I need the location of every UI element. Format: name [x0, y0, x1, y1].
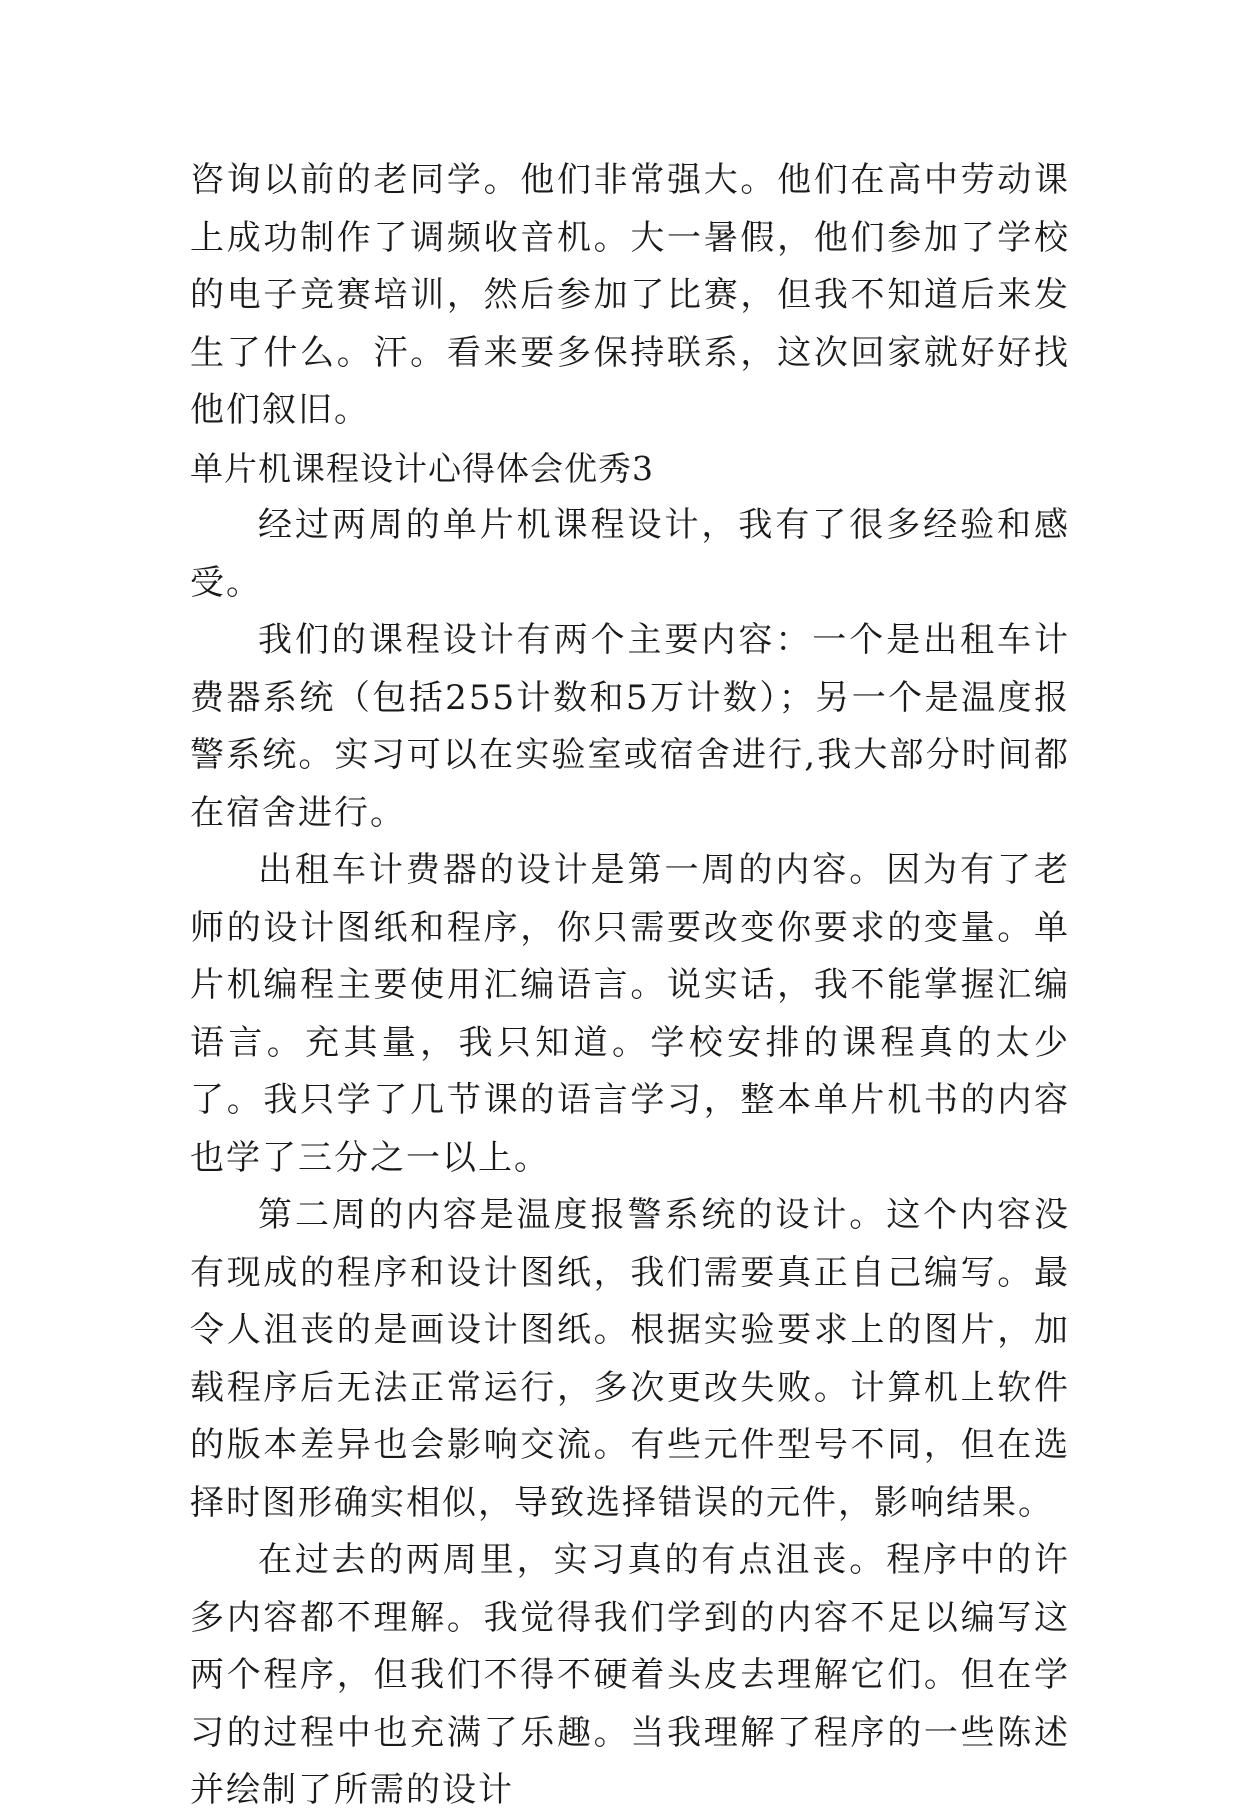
document-body	[190, 152, 1070, 1820]
body-paragraph: 出租车计费器的设计是第一周的内容。因为有了老师的设计图纸和程序，你只需要改变你要求的变量。单片机编程主要使用汇编语言。说实话，我不能掌握汇编语言。充其量，我只知道。学校安排的课程真的太少了。我只学了几节课的语言学习，整本单片机书的内容也学了三分之一以上。	[190, 850, 1070, 1178]
body-paragraph: 在过去的两周里，实习真的有点沮丧。程序中的许多内容都不理解。我觉得我们学到的内容不足以编写这两个程序，但我们不得不硬着头皮去理解它们。但在学习的过程中也充满了乐趣。当我理解了程序的一些陈述并绘制了所需的设计	[190, 1540, 1070, 1810]
continuation-paragraph: 咨询以前的老同学。他们非常强大。他们在高中劳动课上成功制作了调频收音机。大一暑假，他们参加了学校的电子竞赛培训，然后参加了比赛，但我不知道后来发生了什么。汗。看来要多保持联系，这次回家就好好找他们叙旧。	[190, 160, 1070, 430]
body-paragraph: 第二周的内容是温度报警系统的设计。这个内容没有现成的程序和设计图纸，我们需要真正自己编写。最令人沮丧的是画设计图纸。根据实验要求上的图片，加载程序后无法正常运行，多次更改失败。计算机上软件的版本差异也会影响交流。有些元件型号不同，但在选择时图形确实相似，导致选择错误的元件，影响结果。	[190, 1195, 1070, 1523]
section-heading: 单片机课程设计心得体会优秀3	[190, 448, 654, 488]
body-paragraph: 我们的课程设计有两个主要内容：一个是出租车计费器系统（包括255计数和5万计数）；另一个是温度报警系统。实习可以在实验室或宿舍进行,我大部分时间都在宿舍进行。	[190, 620, 1070, 833]
body-paragraph: 经过两周的单片机课程设计，我有了很多经验和感受。	[190, 505, 1070, 603]
